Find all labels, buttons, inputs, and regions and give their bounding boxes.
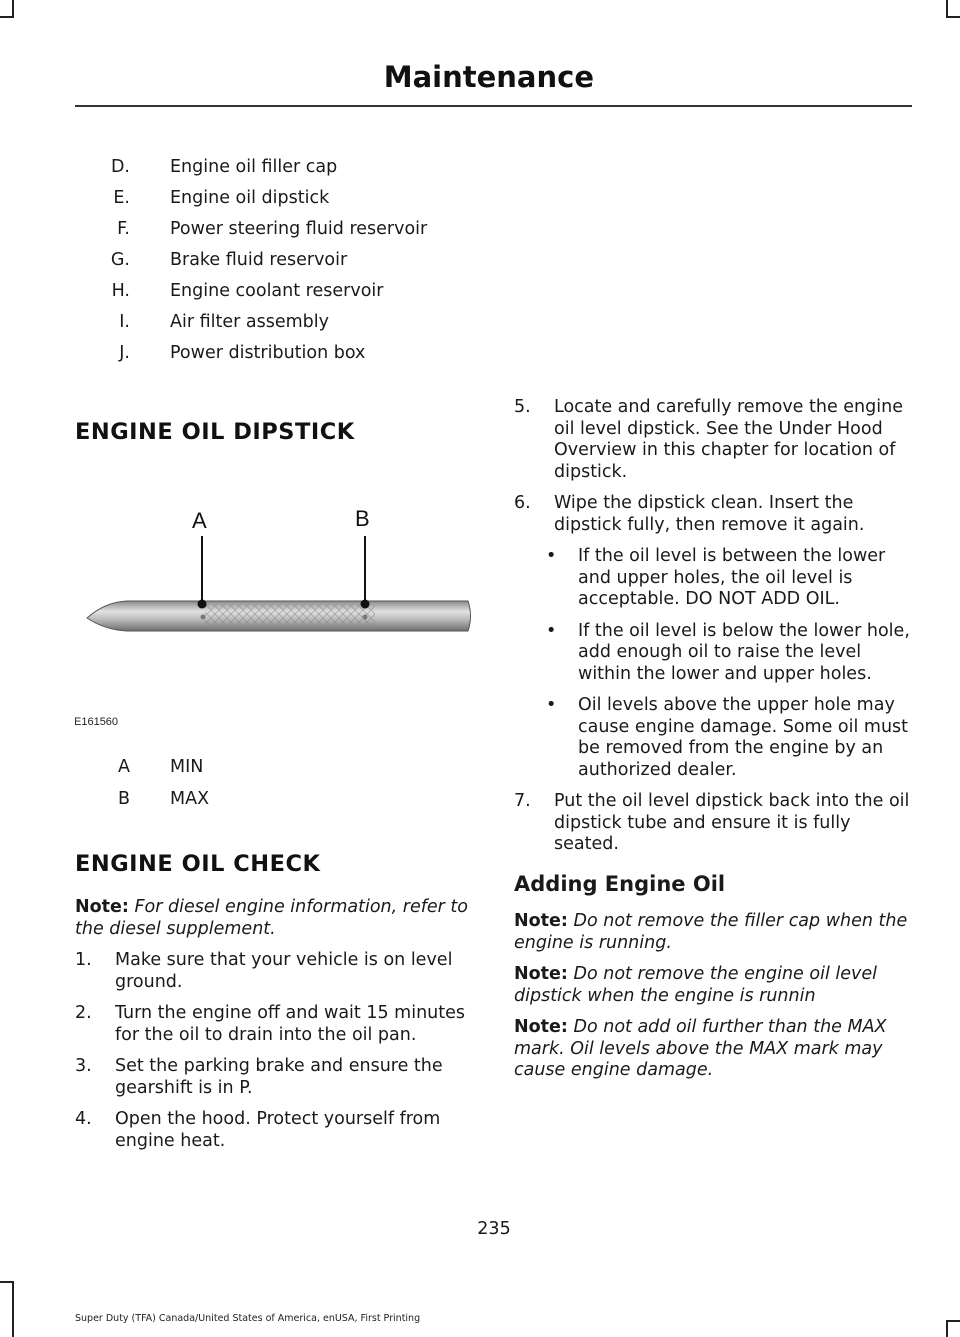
item-key: F.: [117, 219, 130, 239]
legend-key: B: [117, 789, 130, 809]
crop-mark-top-right-h: [946, 16, 960, 18]
step-number: 3.: [75, 1056, 92, 1076]
crop-mark-top-left: [12, 0, 14, 17]
item-key: H.: [111, 281, 130, 301]
callout-b-label: B: [355, 506, 370, 531]
step-number: 7.: [514, 791, 531, 811]
legend-item: [75, 757, 475, 789]
step-number: 4.: [75, 1109, 92, 1129]
page-number: 235: [477, 1219, 511, 1239]
step-item: [75, 950, 475, 993]
bullet-item: [546, 546, 911, 611]
left-column-content: [75, 897, 475, 1162]
list-item: [75, 250, 475, 281]
step-item: [75, 1003, 475, 1046]
step-text: Set the parking brake and ensure the gearshift is in P.: [115, 1056, 443, 1098]
bullet-text: If the oil level is below the lower hole, add enough oil to raise the level within the lower and upper holes.: [578, 620, 910, 684]
min-marker: [198, 536, 207, 609]
section-title-dipstick: ENGINE OIL DIPSTICK: [75, 419, 355, 445]
bullet-mark: •: [546, 695, 557, 715]
step-text: Make sure that your vehicle is on level ground.: [115, 950, 453, 992]
note-item: [514, 1017, 911, 1082]
step-number: 2.: [75, 1003, 92, 1023]
crop-mark-bottom-right-h: [946, 1320, 960, 1322]
item-label: Brake fluid reservoir: [170, 250, 348, 270]
step-item: [514, 397, 911, 483]
bullet-item: [546, 695, 911, 781]
crop-mark-bottom-right: [946, 1320, 948, 1337]
crop-mark-bottom-left: [12, 1281, 14, 1337]
step-text: Open the hood. Protect yourself from engine heat.: [115, 1109, 441, 1151]
note-text: Do not remove the filler cap when the engine is running.: [514, 911, 908, 953]
header-divider: [75, 105, 912, 107]
step-text: Locate and carefully remove the engine oil level dipstick. See the Under Hood Overview in this chapter for location of dipstick.: [554, 397, 903, 482]
step-number: 5.: [514, 397, 531, 417]
list-item: [75, 188, 475, 219]
note-text: Do not add oil further than the MAX mark. Oil levels above the MAX mark may cause engine damage.: [514, 1017, 887, 1080]
dipstick-rod: [87, 601, 471, 631]
dipstick-legend: [75, 757, 475, 821]
list-item: [75, 157, 475, 188]
bullet-mark: •: [546, 546, 557, 566]
legend-label: MAX: [170, 789, 210, 809]
step-item: [75, 1109, 475, 1152]
note-label: Note:: [514, 1017, 568, 1037]
step-number: 6.: [514, 493, 531, 513]
step-item: [75, 1056, 475, 1099]
step-item: [514, 493, 911, 536]
crop-mark-top-right: [946, 0, 948, 17]
list-item: [75, 343, 475, 374]
step-text: Wipe the dipstick clean. Insert the dipstick fully, then remove it again.: [554, 493, 865, 535]
item-label: Engine oil filler cap: [170, 157, 338, 177]
note-text: For diesel engine information, refer to the diesel supplement.: [75, 897, 468, 939]
note-label: Note:: [75, 897, 129, 917]
step-item: [514, 791, 911, 856]
step-text: Put the oil level dipstick back into the oil dipstick tube and ensure it is fully seated.: [554, 791, 910, 854]
legend-item: [75, 789, 475, 821]
note-text: Do not remove the engine oil level dipstick when the engine is runnin: [514, 964, 877, 1006]
bullet-text: If the oil level is between the lower and upper holes, the oil level is acceptable. DO NOT ADD OIL.: [578, 546, 886, 609]
note-label: Note:: [514, 964, 568, 984]
dipstick-illustration: [75, 498, 475, 728]
item-label: Engine coolant reservoir: [170, 281, 384, 301]
note-item: [514, 964, 911, 1007]
item-key: G.: [110, 250, 130, 270]
item-label: Air filter assembly: [170, 312, 329, 332]
list-item: [75, 312, 475, 343]
item-key: D.: [110, 157, 130, 177]
callout-a-label: A: [192, 508, 207, 533]
figure-id: E161560: [75, 716, 119, 728]
dipstick-diagram: [75, 498, 475, 728]
bullet-text: Oil levels above the upper hole may cause engine damage. Some oil must be removed from the engine by an authorized dealer.: [578, 695, 909, 780]
item-label: Engine oil dipstick: [170, 188, 330, 208]
list-item: [75, 219, 475, 250]
legend-label: MIN: [170, 757, 204, 777]
note-item: [514, 911, 911, 954]
max-marker: [361, 536, 370, 609]
crop-mark-bottom-left-h: [0, 1281, 14, 1283]
item-key: I.: [119, 312, 130, 332]
step-text: Turn the engine off and wait 15 minutes for the oil to drain into the oil pan.: [115, 1003, 465, 1045]
item-label: Power steering fluid reservoir: [170, 219, 428, 239]
subheading-adding-oil: Adding Engine Oil: [514, 871, 726, 896]
footer-text: Super Duty (TFA) Canada/United States of America, enUSA, First Printing: [75, 1313, 421, 1324]
step-number: 1.: [75, 950, 92, 970]
crop-mark-top-left-h: [0, 16, 14, 18]
note-label: Note:: [514, 911, 568, 931]
list-item: [75, 281, 475, 312]
diesel-note: [75, 897, 475, 940]
right-column-content: [514, 397, 911, 1092]
section-title-oil-check: ENGINE OIL CHECK: [75, 851, 321, 877]
parts-list: [75, 157, 475, 374]
bullet-mark: •: [546, 620, 557, 641]
legend-key: A: [118, 757, 130, 777]
bullet-item: [546, 621, 911, 686]
item-label: Power distribution box: [170, 343, 366, 363]
page-header-title: Maintenance: [383, 60, 594, 94]
item-key: E.: [113, 188, 130, 208]
item-key: J.: [119, 343, 130, 363]
